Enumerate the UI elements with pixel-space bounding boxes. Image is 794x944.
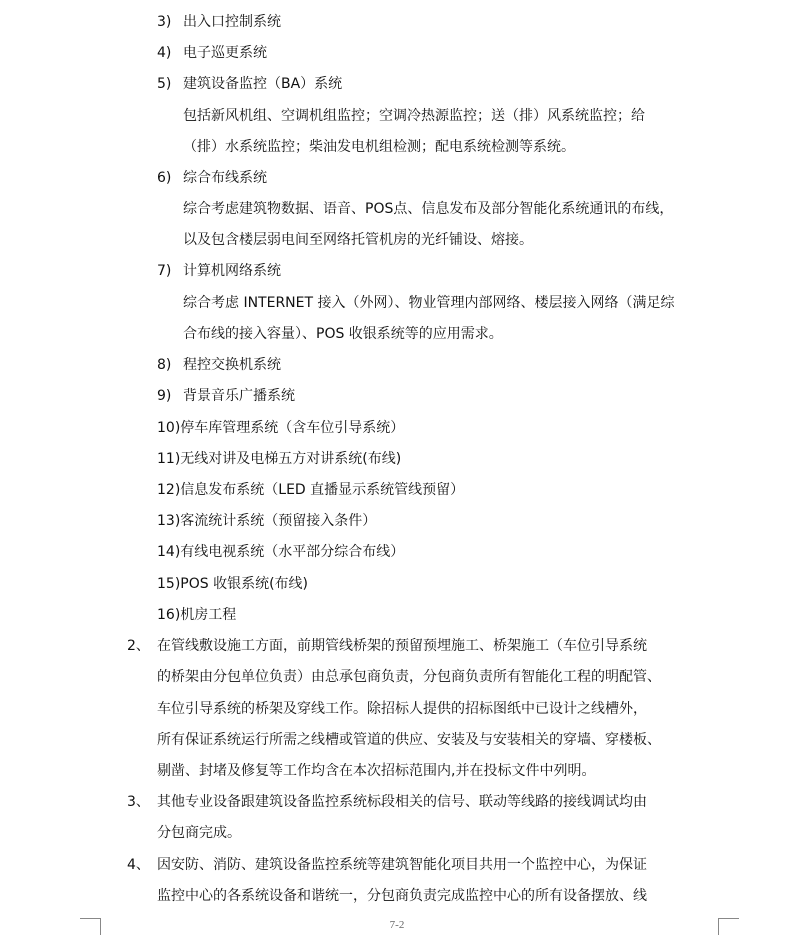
list-item-5-desc-1: 包括新风机组、空调机组监控；空调冷热源监控；送（排）风系统监控；给 [183, 108, 645, 124]
list-item-13: 13)客流统计系统（预留接入条件） [157, 513, 377, 529]
list-item-15: 15)POS 收银系统(布线) [157, 576, 309, 592]
list-item-4: 4) [157, 45, 172, 61]
list-item-7: 7) [157, 263, 172, 279]
list-item-5-desc-2: （排）水系统监控；柴油发电机组检测；配电系统检测等系统。 [183, 139, 575, 155]
list-item-6-text: 综合布线系统 [183, 170, 267, 186]
list-item-7-desc-1: 综合考虑 INTERNET 接入（外网）、物业管理内部网络、楼层接入网络（满足综 [183, 295, 675, 311]
list-item-6: 6) [157, 170, 172, 186]
paragraph-2-line-2: 的桥架由分包单位负责）由总承包商负责，分包商负责所有智能化工程的明配管、 [157, 669, 661, 685]
list-item-16: 16)机房工程 [157, 607, 237, 623]
paragraph-2-line-1: 在管线敷设施工方面，前期管线桥架的预留预埋施工、桥架施工（车位引导系统 [157, 638, 647, 654]
list-item-3-text: 出入口控制系统 [183, 14, 281, 30]
list-item-9: 9) [157, 388, 172, 404]
list-item-6-desc-2: 以及包含楼层弱电间至网络托管机房的光纤铺设、熔接。 [183, 232, 533, 248]
list-item-4-text: 电子巡更系统 [183, 45, 267, 61]
paragraph-2-line-5: 剔凿、封堵及修复等工作均含在本次招标范围内,并在投标文件中列明。 [157, 763, 596, 779]
list-item-8: 8) [157, 357, 172, 373]
list-item-9-text: 背景音乐广播系统 [183, 388, 295, 404]
paragraph-3-line-1: 其他专业设备跟建筑设备监控系统标段相关的信号、联动等线路的接线调试均由 [157, 794, 647, 810]
paragraph-3-line-2: 分包商完成。 [157, 825, 241, 841]
list-item-6-desc-1: 综合考虑建筑物数据、语音、POS点、信息发布及部分智能化系统通讯的布线， [183, 201, 674, 217]
list-item-10: 10)停车库管理系统（含车位引导系统） [157, 420, 405, 436]
list-item-3: 3) [157, 14, 172, 30]
list-item-5: 5) [157, 76, 172, 92]
list-item-14: 14)有线电视系统（水平部分综合布线） [157, 544, 405, 560]
paragraph-2-line-3: 车位引导系统的桥架及穿线工作。除招标人提供的招标图纸中已设计之线槽外， [157, 701, 647, 717]
list-item-12: 12)信息发布系统（LED 直播显示系统管线预留） [157, 482, 465, 498]
list-item-7-text: 计算机网络系统 [183, 263, 281, 279]
paragraph-4-line-2: 监控中心的各系统设备和谐统一，分包商负责完成监控中心的所有设备摆放、线 [157, 888, 647, 904]
paragraph-3-number: 3、 [127, 794, 150, 810]
list-item-8-text: 程控交换机系统 [183, 357, 281, 373]
paragraph-4-line-1: 因安防、消防、建筑设备监控系统等建筑智能化项目共用一个监控中心，为保证 [157, 857, 647, 873]
paragraph-2-line-4: 所有保证系统运行所需之线槽或管道的供应、安装及与安装相关的穿墙、穿楼板、 [157, 732, 661, 748]
list-item-5-text: 建筑设备监控（BA）系统 [183, 76, 343, 92]
paragraph-4-number: 4、 [127, 857, 150, 873]
paragraph-2-number: 2、 [127, 638, 150, 654]
list-item-7-desc-2: 合布线的接入容量）、POS 收银系统等的应用需求。 [183, 326, 503, 342]
page-number: 7-2 [389, 919, 405, 931]
list-item-11: 11)无线对讲及电梯五方对讲系统(布线) [157, 451, 402, 467]
